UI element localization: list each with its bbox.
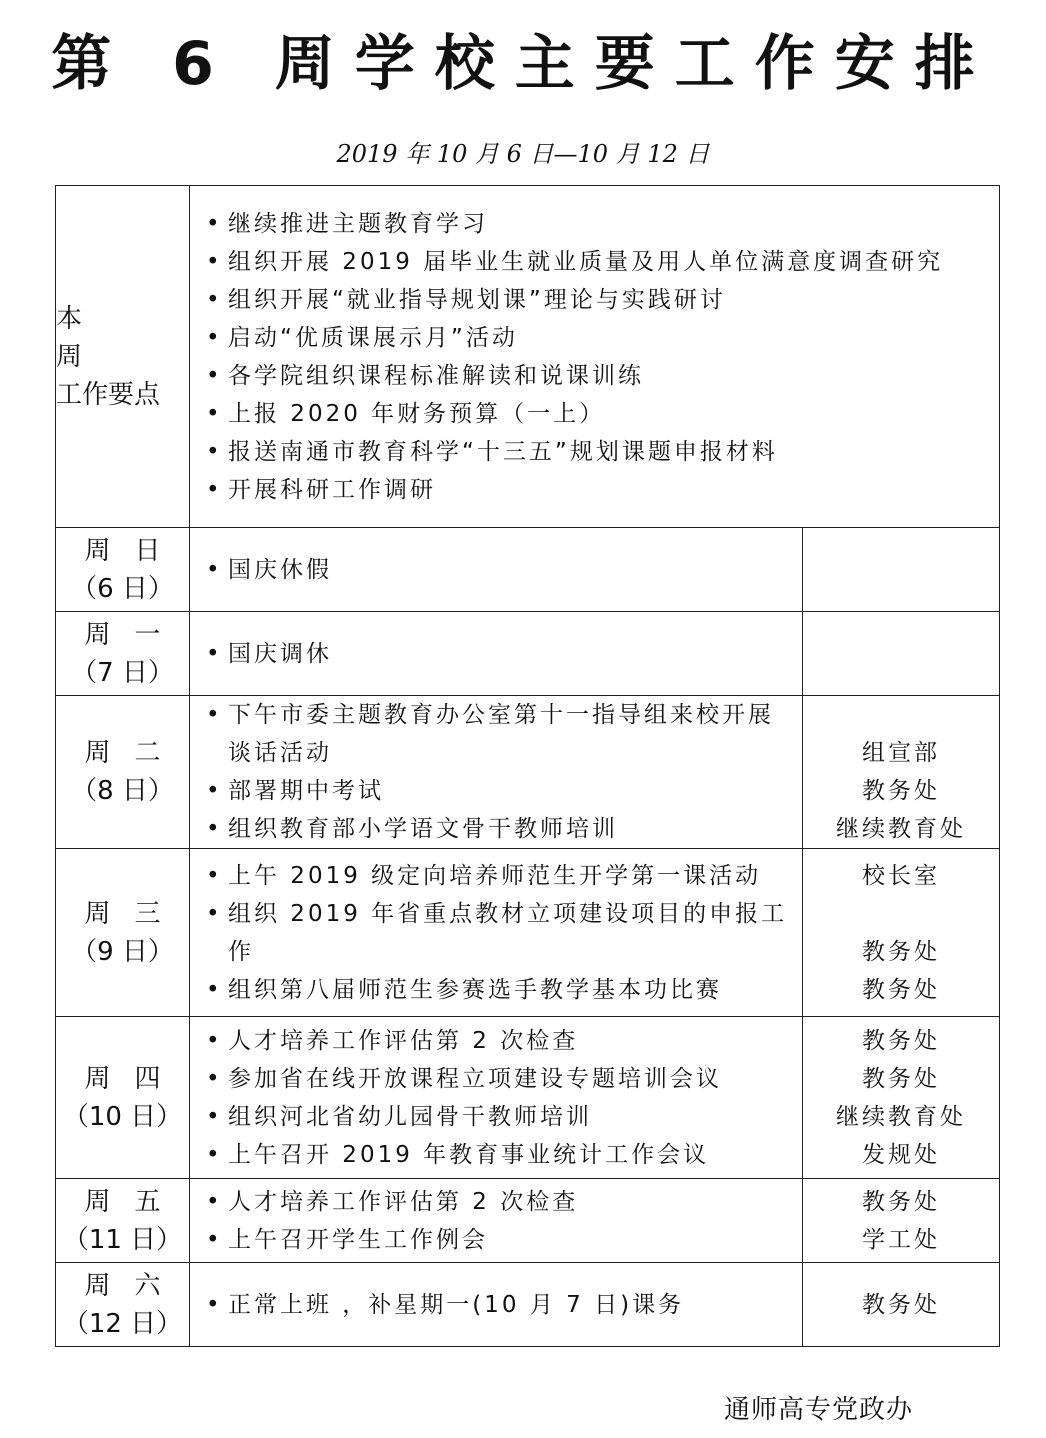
day-item: • 组织 2019 年省重点教材立项建设项目的申报工作 [202,895,796,971]
dept-label: 教务处 [862,1027,940,1054]
dept-label [803,696,999,734]
day-items [190,1017,803,1179]
dept-label: 组宣部 [862,740,940,766]
page-title: 第 6 周学校主要工作安排 [51,29,995,99]
day-row-friday [56,1179,1000,1263]
day-label [56,1263,190,1347]
day-depts [803,1263,1000,1347]
day-items [190,1179,803,1263]
day-row-saturday [56,1263,1000,1347]
dept-label [803,895,999,933]
key-points-label [56,186,190,528]
day-item: • 国庆休假 [202,551,796,589]
dept-label: 教务处 [862,976,940,1003]
date-range: 2019 年 10 月 6 日—10 月 12 日 [336,140,710,168]
day-depts [803,1179,1000,1263]
dept-label: 继续教育处 [836,1103,966,1130]
key-points-label-line1: 本周 [56,303,139,372]
day-item: • 上午召开学生工作例会 [202,1221,796,1259]
day-row-wednesday [56,849,1000,1017]
key-point-item: • 组织开展 2019 届毕业生就业质量及用人单位满意度调查研究 [202,243,993,281]
key-points-cell [190,186,1000,528]
day-depts [803,612,1000,696]
day-date: （7 日） [71,657,174,688]
day-items [190,696,803,849]
key-points-row [56,186,1000,528]
day-item: • 组织河北省幼儿园骨干教师培训 [202,1098,796,1136]
day-item: • 人才培养工作评估第 2 次检查 [202,1022,796,1060]
day-item: • 下午市委主题教育办公室第十一指导组来校开展谈话活动 [202,696,796,772]
day-item: • 参加省在线开放课程立项建设专题培训会议 [202,1060,796,1098]
schedule-table [55,185,1000,1347]
key-points-label-line2: 工作要点 [56,379,161,410]
day-item: • 正常上班 ，补星期一(10 月 7 日)课务 [202,1286,796,1324]
day-name: 周一 [84,619,185,650]
day-date: （6 日） [71,573,174,604]
key-point-item: • 启动“优质课展示月”活动 [202,319,993,357]
key-point-item: • 组织开展“就业指导规划课”理论与实践研讨 [202,281,993,319]
day-label [56,612,190,696]
dept-label [803,635,999,673]
key-point-item: • 继续推进主题教育学习 [202,205,993,243]
day-item: • 组织第八届师范生参赛选手教学基本功比赛 [202,971,796,1009]
dept-label [803,551,999,589]
key-point-item: • 开展科研工作调研 [202,471,993,509]
day-item: • 上午 2019 级定向培养师范生开学第一课活动 [202,857,796,895]
day-item: • 部署期中考试 [202,772,796,810]
key-point-item: • 报送南通市教育科学“十三五”规划课题申报材料 [202,433,993,471]
day-date: （12 日） [62,1308,183,1339]
day-item: • 人才培养工作评估第 2 次检查 [202,1183,796,1221]
day-date: （9 日） [71,936,174,967]
day-depts [803,528,1000,612]
day-name: 周二 [84,738,185,768]
day-row-thursday [56,1017,1000,1179]
day-label [56,849,190,1017]
day-name: 周五 [84,1186,185,1217]
dept-label: 教务处 [862,938,940,965]
dept-label: 教务处 [862,1291,940,1318]
day-name: 周三 [84,898,185,929]
day-label [56,1017,190,1179]
dept-label: 教务处 [862,778,940,804]
key-point-item: • 各学院组织课程标准解读和说课训练 [202,357,993,395]
day-row-tuesday [56,696,1000,849]
day-name: 周四 [84,1063,185,1094]
day-name: 周六 [84,1270,185,1301]
day-item: • 组织教育部小学语文骨干教师培训 [202,810,796,848]
day-items [190,849,803,1017]
dept-label: 发规处 [862,1141,940,1168]
day-items [190,612,803,696]
day-date: （10 日） [62,1101,183,1132]
day-row-sunday [56,528,1000,612]
dept-label: 学工处 [862,1226,940,1253]
day-item: • 国庆调休 [202,635,796,673]
day-date: （11 日） [62,1224,183,1255]
day-label [56,696,190,849]
day-depts [803,696,1000,849]
day-name: 周日 [84,535,185,566]
day-items [190,1263,803,1347]
day-row-monday [56,612,1000,696]
dept-label: 继续教育处 [836,816,966,842]
dept-label: 校长室 [862,862,940,889]
key-point-item: • 上报 2020 年财务预算（一上） [202,395,993,433]
day-depts [803,1017,1000,1179]
dept-label: 教务处 [862,1188,940,1215]
day-date: （8 日） [71,776,174,806]
dept-label: 教务处 [862,1065,940,1092]
issuer-signature: 通师高专党政办 [724,1395,914,1425]
day-label [56,528,190,612]
day-label [56,1179,190,1263]
day-item: • 上午召开 2019 年教育事业统计工作会议 [202,1136,796,1174]
day-depts [803,849,1000,1017]
day-items [190,528,803,612]
